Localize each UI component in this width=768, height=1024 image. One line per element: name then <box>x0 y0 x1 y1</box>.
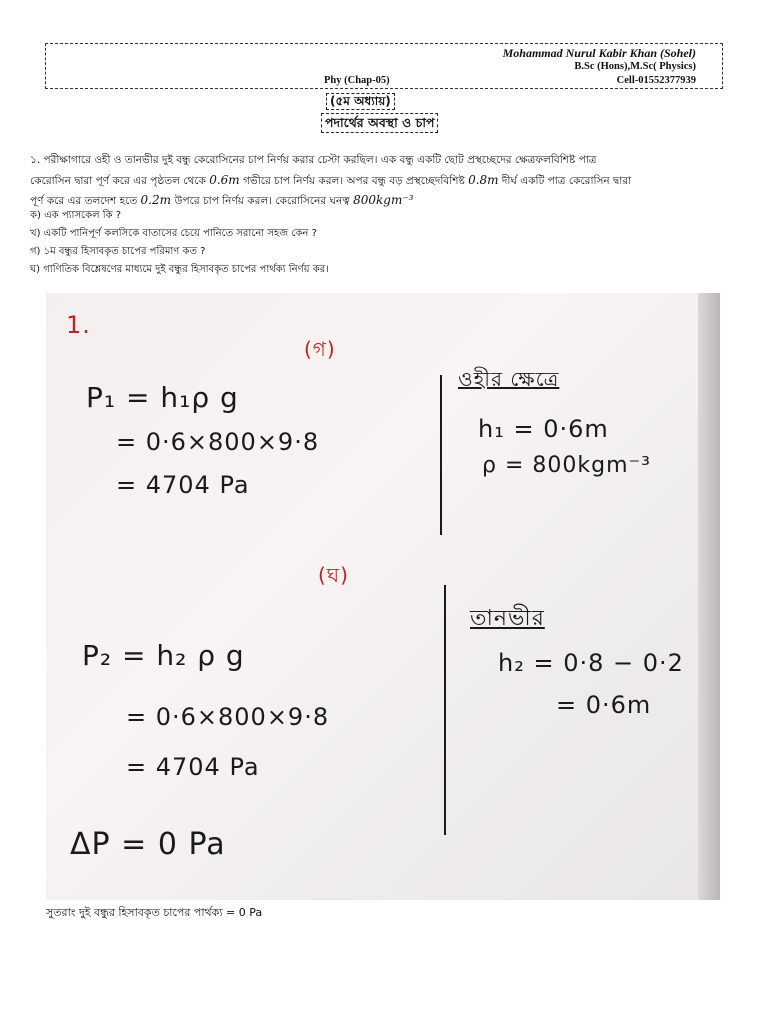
tanvir-case-title: তানভীর <box>470 606 545 631</box>
handwritten-solution-photo <box>46 293 720 900</box>
question-line-1: ১. পরীক্ষাগারে ওহী ও তানভীর দুই বন্ধু কেরোসিনের চাপ নির্ণয় করার চেস্টা করছিল। এক বন্ধু একটি ছোট প্রস্থচ্ছেদের ক্ষেত্রফলবিশিষ্ট পাত্র <box>30 154 597 166</box>
part-gh-label: (ঘ) <box>318 563 349 587</box>
chapter-label: (৫ম অধ্যায়) <box>326 93 395 110</box>
chapter-code: Phy (Chap-05) <box>324 75 390 86</box>
question-text: পূর্ণ করে এর তলদেশ হতে <box>30 195 141 207</box>
sub-question-g: গ) ১ম বন্ধুর হিসাবকৃত চাপের পরিমাণ কত ? <box>30 246 206 257</box>
chapter-title: পদার্থের অবস্থা ও চাপ <box>321 113 438 133</box>
question-line-2 <box>30 170 735 190</box>
math-density: 800kgm⁻³ <box>353 193 414 207</box>
question-line-3 <box>30 190 735 210</box>
question-text: উপরে চাপ নির্ণয় করল। কেরোসিনের ঘনত্ব <box>171 195 354 207</box>
column-divider-1 <box>440 375 442 535</box>
author-degree: B.Sc (Hons),M.Sc( Physics) <box>574 61 696 72</box>
math-depth: 0.6m <box>209 173 240 187</box>
header-box <box>45 43 723 89</box>
tanvir-depth-expression: h₂ = 0·8 − 0·2 <box>498 649 684 677</box>
equation-p1-substitution: = 0·6×800×9·8 <box>116 428 320 456</box>
pressure-difference: ΔP = 0 Pa <box>70 827 226 862</box>
problem-number: 1. <box>66 311 91 339</box>
equation-p2-substitution: = 0·6×800×9·8 <box>126 703 330 731</box>
column-divider-2 <box>444 585 446 835</box>
conclusion-text: সুতরাং দুই বন্ধুর হিসাবকৃত চাপের পার্থক্য = 0 Pa <box>46 906 263 919</box>
tanvir-depth-result: = 0·6m <box>556 691 652 719</box>
sub-question-kh: খ) একটি পানিপূর্ণ কলসিকে বাতাসের চেয়ে পানিতে সরানো সহজ কেন ? <box>30 228 317 239</box>
math-height: 0.2m <box>140 193 172 207</box>
equation-p2-result: = 4704 Pa <box>126 753 260 781</box>
math-length: 0.8m <box>468 173 499 187</box>
part-g-label: (গ) <box>304 337 336 361</box>
author-name: Mohammad Nurul Kabir Khan (Sohel) <box>502 46 696 60</box>
ohi-case-title: ওহীর ক্ষেত্রে <box>458 367 560 391</box>
equation-p2: P₂ = h₂ ρ g <box>82 639 245 672</box>
question-stem <box>30 150 735 210</box>
equation-p1-result: = 4704 Pa <box>116 471 250 499</box>
equation-p1: P₁ = h₁ρ g <box>86 381 239 414</box>
ohi-density: ρ = 800kgm⁻³ <box>482 453 651 478</box>
photo-shadow-edge <box>698 293 720 900</box>
sub-question-gh: ঘ) গাণিতিক বিশ্লেষণের মাধ্যমে দুই বন্ধুর হিসাবকৃত চাপের পার্থক্য নির্ণয় কর। <box>30 264 329 275</box>
ohi-depth: h₁ = 0·6m <box>478 415 609 443</box>
question-text: কেরোসিন দ্বারা পূর্ণ করে এর পৃষ্ঠতল থেকে <box>30 175 210 187</box>
question-text: দীর্ঘ একটি পাত্র কেরোসিন দ্বারা <box>498 175 632 187</box>
cell-number: Cell-01552377939 <box>616 75 696 86</box>
question-text: গভীরে চাপ নির্ণয় করল। অপর বন্ধু বড় প্রস্থচ্ছেদবিশিষ্ট <box>239 175 469 187</box>
sub-question-k: ক) এক প্যাসকেল কি ? <box>30 210 122 221</box>
